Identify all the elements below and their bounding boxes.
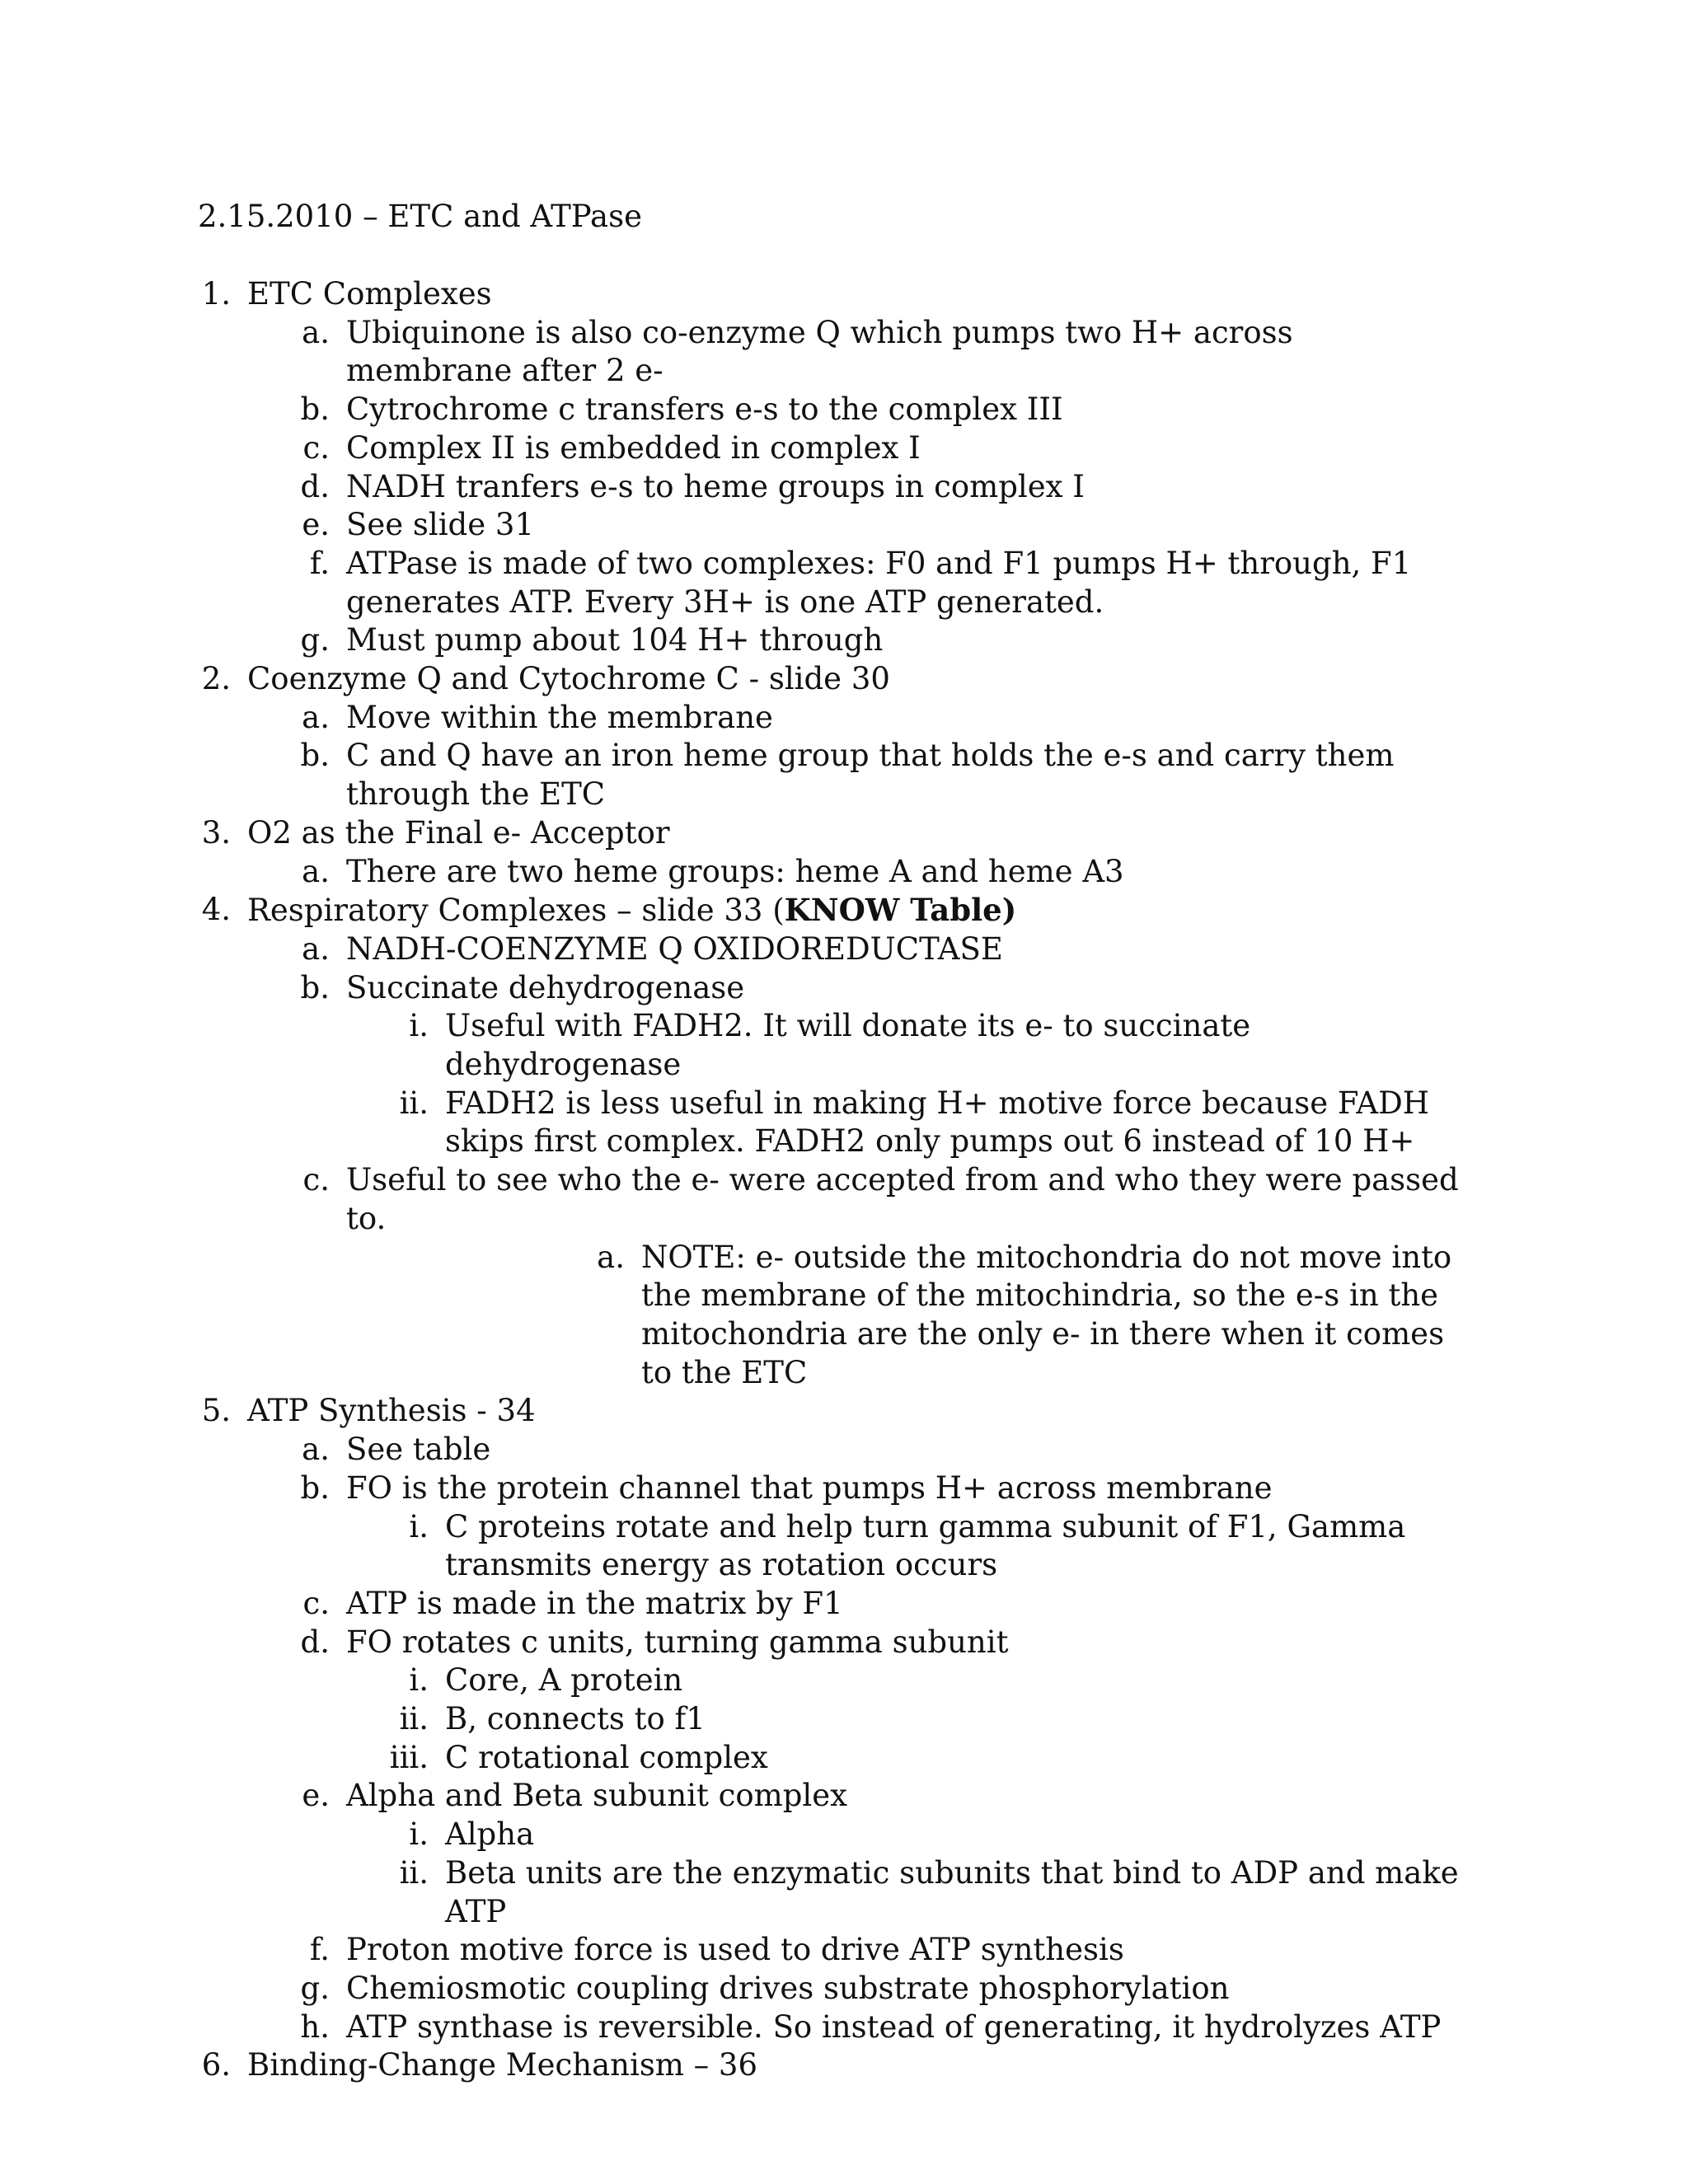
list-text: [445, 1007, 1467, 1084]
list-text-content: Must pump about 104 H+ through: [346, 622, 884, 658]
list-marker: f.: [309, 545, 330, 581]
list-item: [0, 1585, 1688, 1624]
list-text: [346, 699, 1467, 738]
list-text-content: FO is the protein channel that pumps H+ across membrane: [346, 1469, 1273, 1506]
list-text-content: Useful with FADH2. It will donate its e- to succinate dehydrogenase: [445, 1008, 1251, 1083]
page-title: 2.15.2010 – ETC and ATPase: [198, 199, 642, 234]
list-text-content: See table: [346, 1432, 491, 1468]
list-text: [346, 1624, 1467, 1662]
list-text-content: ATP Synthesis - 34: [247, 1393, 536, 1429]
sub-list-item: [0, 1700, 1688, 1739]
list-item: [0, 1777, 1688, 1816]
list-marker: 6.: [201, 2047, 231, 2083]
list-item: [0, 621, 1688, 660]
sub-list-item: [0, 1854, 1688, 1931]
list-text: [247, 2046, 1467, 2085]
list-item: [0, 1931, 1688, 1970]
list-text: [346, 545, 1467, 621]
list-text-content: NOTE: e- outside the mitochondria do not move into the membrane of the mitochindria, so the e-s in the mitochondria are the only e- in there when it comes to the ETC: [641, 1239, 1452, 1390]
list-text-content: C and Q have an iron heme group that holds the e-s and carry them through the ETC: [346, 738, 1395, 813]
sub-list-item: [0, 1007, 1688, 1084]
list-text-content: Respiratory Complexes – slide 33 (: [247, 893, 785, 929]
list-item: [0, 737, 1688, 813]
list-text-content: ETC Complexes: [247, 276, 492, 312]
list-text: [346, 1585, 1467, 1624]
list-text: [346, 391, 1467, 429]
list-text: [445, 1816, 1467, 1854]
list-marker: g.: [300, 622, 330, 658]
list-text: [346, 1161, 1467, 1238]
list-marker: a.: [302, 853, 330, 889]
list-text: [247, 275, 1467, 314]
list-text-content: Proton motive force is used to drive ATP synthesis: [346, 1932, 1124, 1968]
list-text-content: Alpha and Beta subunit complex: [346, 1778, 847, 1814]
list-marker: 4.: [201, 892, 231, 928]
sub-list-item: [0, 1661, 1688, 1700]
list-marker: 5.: [201, 1393, 231, 1429]
list-text: [641, 1239, 1467, 1393]
list-marker: 1.: [201, 276, 231, 312]
list-marker: g.: [300, 1970, 330, 2006]
list-marker: ii.: [399, 1701, 429, 1737]
list-text-content: FADH2 is less useful in making H+ motive force because FADH skips first complex. FADH2 only pumps out 6 instead of 10 H+: [445, 1085, 1430, 1160]
sub-list-item: [0, 1085, 1688, 1161]
list-marker: e.: [302, 507, 330, 543]
section-heading: [0, 2046, 1688, 2085]
list-text-content: O2 as the Final e- Acceptor: [247, 814, 670, 851]
list-text: [346, 930, 1467, 969]
section-heading: [0, 814, 1688, 853]
list-text: [346, 2008, 1467, 2047]
list-item: [0, 1431, 1688, 1469]
list-text-content: Alpha: [445, 1816, 535, 1853]
list-item: [0, 969, 1688, 1008]
list-item: [0, 853, 1688, 892]
list-text: [346, 1469, 1467, 1508]
list-marker: a.: [302, 930, 330, 967]
section-heading: [0, 891, 1688, 930]
section-heading: [0, 660, 1688, 699]
list-text-content: ATP synthase is reversible. So instead of generating, it hydrolyzes ATP: [346, 2008, 1442, 2045]
list-marker: d.: [300, 468, 330, 504]
list-marker: f.: [309, 1932, 330, 1968]
list-marker: i.: [409, 1662, 429, 1699]
list-marker: b.: [300, 1469, 330, 1506]
list-text-content: C rotational complex: [445, 1739, 768, 1775]
list-marker: i.: [409, 1816, 429, 1853]
list-item: [0, 1161, 1688, 1238]
list-text: [247, 814, 1467, 853]
list-text: [346, 1431, 1467, 1469]
list-item: [0, 506, 1688, 545]
list-text-content: Complex II is embedded in complex I: [346, 429, 921, 466]
list-marker: ii.: [399, 1085, 429, 1121]
sub-list-item: [0, 1739, 1688, 1778]
list-marker: c.: [302, 1162, 330, 1198]
list-text-content: NADH tranfers e-s to heme groups in complex I: [346, 468, 1085, 504]
outline-list: [0, 275, 1688, 2085]
list-text: [346, 1970, 1467, 2008]
sub-list-item: [0, 1508, 1688, 1585]
list-text-content: NADH-COENZYME Q OXIDOREDUCTASE: [346, 930, 1003, 967]
list-item: [0, 930, 1688, 969]
list-item: [0, 1624, 1688, 1662]
section-heading: [0, 1392, 1688, 1431]
list-text: [346, 621, 1467, 660]
list-text: [346, 506, 1467, 545]
list-text-content: ATPase is made of two complexes: F0 and F1 pumps H+ through, F1 generates ATP. Every 3H+ is one ATP generated.: [346, 545, 1412, 620]
list-marker: a.: [302, 699, 330, 735]
list-item: [0, 2008, 1688, 2047]
list-text: [346, 853, 1467, 892]
list-marker: e.: [302, 1778, 330, 1814]
list-text: [346, 429, 1467, 468]
list-text: [346, 468, 1467, 507]
list-item: [0, 391, 1688, 429]
list-marker: a.: [302, 314, 330, 350]
list-text-content: Useful to see who the e- were accepted from and who they were passed to.: [346, 1162, 1459, 1236]
list-text: [346, 1777, 1467, 1816]
list-marker: a.: [302, 1432, 330, 1468]
list-marker: c.: [302, 429, 330, 466]
section-heading: [0, 275, 1688, 314]
list-item: [0, 1970, 1688, 2008]
list-text-content: There are two heme groups: heme A and heme A3: [346, 853, 1124, 889]
list-marker: iii.: [389, 1739, 429, 1775]
list-marker: i.: [409, 1008, 429, 1044]
list-marker: c.: [302, 1585, 330, 1621]
list-text: [247, 891, 1467, 930]
list-text-content: Beta units are the enzymatic subunits that bind to ADP and make ATP: [445, 1854, 1459, 1929]
list-marker: a.: [597, 1239, 625, 1275]
list-text-content: Cytrochrome c transfers e-s to the complex III: [346, 391, 1063, 428]
list-text: [346, 737, 1467, 813]
list-marker: b.: [300, 738, 330, 774]
list-marker: i.: [409, 1508, 429, 1544]
list-text-content: Coenzyme Q and Cytochrome C - slide 30: [247, 661, 890, 697]
list-item: [0, 429, 1688, 468]
list-text: [247, 660, 1467, 699]
list-marker: h.: [300, 2008, 330, 2045]
list-item: [0, 314, 1688, 391]
list-text-content: FO rotates c units, turning gamma subunit: [346, 1624, 1009, 1660]
list-text-content: C proteins rotate and help turn gamma subunit of F1, Gamma transmits energy as rotation occurs: [445, 1508, 1406, 1583]
list-item: [0, 699, 1688, 738]
list-item: [0, 545, 1688, 621]
list-text: [445, 1085, 1467, 1161]
list-text: [346, 969, 1467, 1008]
list-text-content: See slide 31: [346, 507, 534, 543]
list-text-content: ATP is made in the matrix by F1: [346, 1585, 843, 1621]
list-marker: b.: [300, 969, 330, 1005]
list-text: [445, 1508, 1467, 1585]
list-item: [0, 1469, 1688, 1508]
list-text-content: Move within the membrane: [346, 699, 773, 735]
emphasis-text: KNOW Table): [784, 892, 1017, 929]
list-text: [445, 1854, 1467, 1931]
list-item: [0, 468, 1688, 507]
list-text: [445, 1700, 1467, 1739]
list-marker: ii.: [399, 1854, 429, 1891]
list-text-content: B, connects to f1: [445, 1701, 706, 1737]
list-text-content: Ubiquinone is also co-enzyme Q which pumps two H+ across membrane after 2 e-: [346, 314, 1293, 389]
list-marker: d.: [300, 1624, 330, 1660]
list-text: [346, 1931, 1467, 1970]
list-text: [445, 1661, 1467, 1700]
list-marker: b.: [300, 391, 330, 428]
list-text: [445, 1739, 1467, 1778]
note-item: [0, 1239, 1688, 1393]
list-text-content: Binding-Change Mechanism – 36: [247, 2047, 757, 2083]
list-text: [247, 1392, 1467, 1431]
list-text-content: Succinate dehydrogenase: [346, 969, 745, 1005]
sub-list-item: [0, 1816, 1688, 1854]
list-text-content: Core, A protein: [445, 1662, 683, 1699]
list-marker: 3.: [201, 814, 231, 851]
list-marker: 2.: [201, 661, 231, 697]
list-text: [346, 314, 1467, 391]
list-text-content: Chemiosmotic coupling drives substrate phosphorylation: [346, 1970, 1230, 2006]
